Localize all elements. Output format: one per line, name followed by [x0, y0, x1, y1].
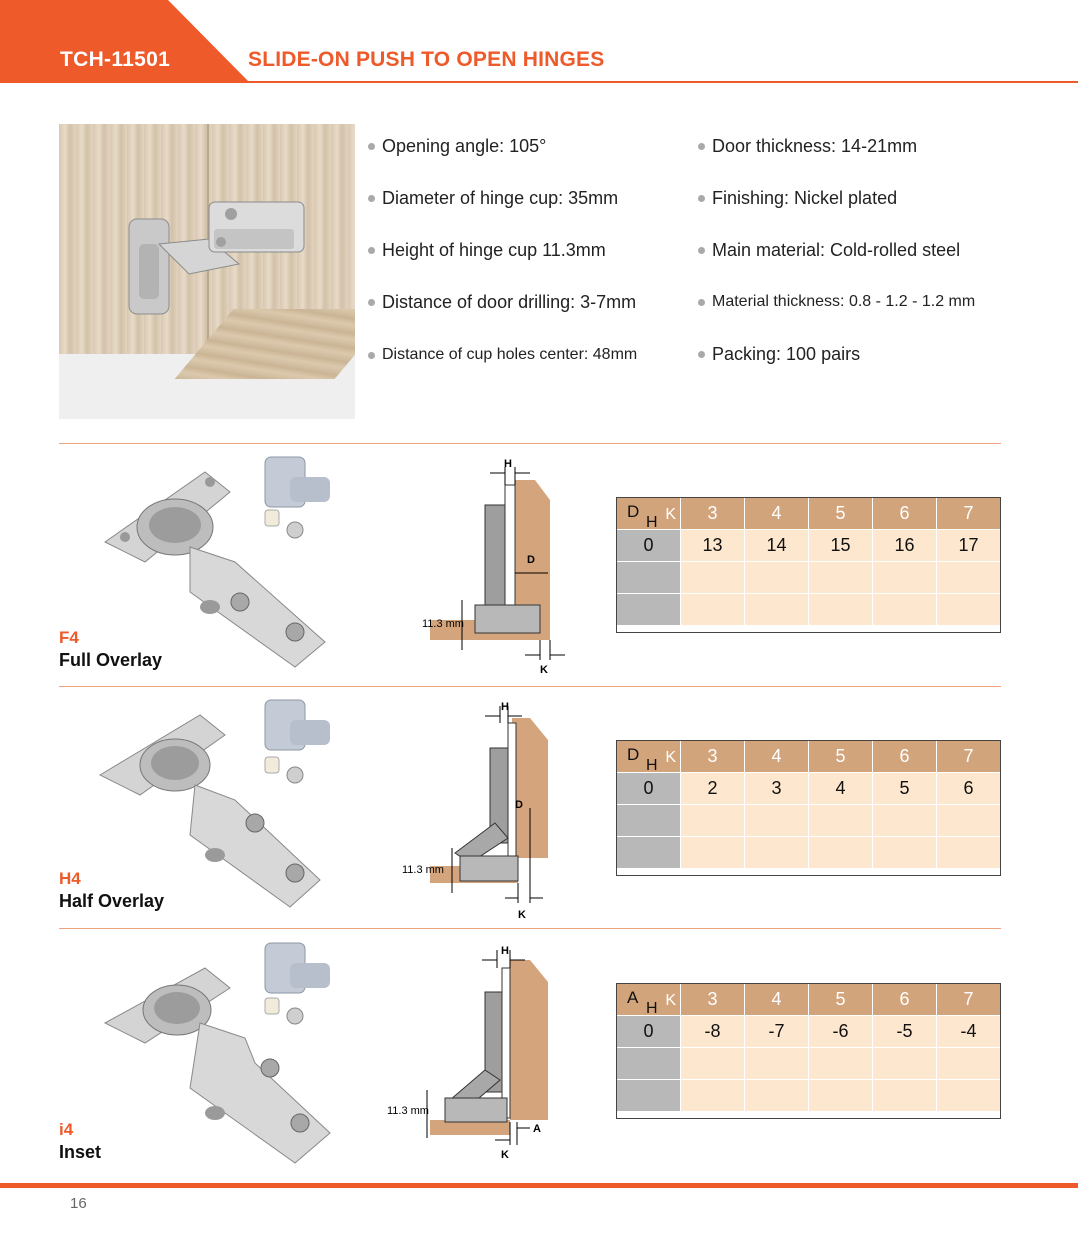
- diagram-h-label: H: [501, 701, 509, 713]
- diagram-cup-label: 11.3 mm: [402, 864, 444, 876]
- section-name: Inset: [59, 1142, 102, 1162]
- product-photo: [59, 124, 355, 419]
- d-value: 16: [873, 530, 937, 562]
- half-overlay-table: D H K 3 4 5 6 7 0 2 3 4 5 6: [616, 740, 1001, 869]
- k-header: 3: [681, 984, 745, 1016]
- spec-cup-height: Height of hinge cup 11.3mm: [368, 240, 606, 261]
- k-header: 5: [809, 741, 873, 773]
- diagram-k-label: K: [518, 909, 526, 921]
- section-divider: [59, 928, 1001, 929]
- diagram-d-label: D: [527, 554, 535, 566]
- k-header: 6: [873, 741, 937, 773]
- k-header: 3: [681, 741, 745, 773]
- diagram-cup-label: 11.3 mm: [422, 618, 464, 630]
- diagram-h-label: H: [504, 458, 512, 470]
- spec-door-thickness: Door thickness: 14-21mm: [698, 136, 917, 157]
- section-divider: [59, 443, 1001, 444]
- table-frame: [616, 497, 1001, 633]
- inset-diagram: [385, 940, 560, 1168]
- h-value: 0: [617, 773, 681, 805]
- d-value: 2: [681, 773, 745, 805]
- h-value: 0: [617, 530, 681, 562]
- full-overlay-table: D H K 3 4 5 6 7 0 13 14 15 16 17: [616, 497, 1001, 626]
- header-rule: [244, 81, 1078, 83]
- spec-packing: Packing: 100 pairs: [698, 344, 860, 365]
- section-code: F4: [59, 628, 79, 647]
- table-frame: [616, 740, 1001, 876]
- spec-material: Main material: Cold-rolled steel: [698, 240, 960, 261]
- half-overlay-hinge-image: [95, 695, 340, 920]
- k-header: 7: [937, 741, 1001, 773]
- d-value: 5: [873, 773, 937, 805]
- spec-material-thickness: Material thickness: 0.8 - 1.2 - 1.2 mm: [698, 293, 975, 311]
- a-value: -4: [937, 1016, 1001, 1048]
- a-value: -5: [873, 1016, 937, 1048]
- inset-table: A H K 3 4 5 6 7 0 -8 -7 -6 -5 -4: [616, 983, 1001, 1112]
- spec-door-drilling: Distance of door drilling: 3-7mm: [368, 292, 636, 313]
- k-header: 6: [873, 984, 937, 1016]
- diagram-k-label: K: [540, 664, 548, 676]
- k-header: 7: [937, 984, 1001, 1016]
- diagram-d-label: D: [515, 799, 523, 811]
- k-header: 4: [745, 498, 809, 530]
- full-overlay-diagram: [410, 455, 570, 680]
- footer-rule: [0, 1183, 1078, 1188]
- a-value: -8: [681, 1016, 745, 1048]
- d-value: 14: [745, 530, 809, 562]
- d-value: 15: [809, 530, 873, 562]
- d-value: 13: [681, 530, 745, 562]
- table-frame: [616, 983, 1001, 1119]
- section-code: i4: [59, 1120, 74, 1139]
- page-title: SLIDE-ON PUSH TO OPEN HINGES: [248, 48, 605, 71]
- diagram-k-label: K: [501, 1149, 509, 1161]
- inset-hinge-image: [95, 938, 340, 1170]
- h-value: 0: [617, 1016, 681, 1048]
- a-value: -6: [809, 1016, 873, 1048]
- full-overlay-hinge-image: [95, 452, 340, 677]
- diagram-h-label: H: [501, 945, 509, 957]
- d-value: 6: [937, 773, 1001, 805]
- d-value: 3: [745, 773, 809, 805]
- half-overlay-diagram: [400, 698, 570, 926]
- k-header: 5: [809, 984, 873, 1016]
- section-name: Full Overlay: [59, 650, 163, 670]
- product-code: TCH-11501: [60, 48, 171, 71]
- page-number: 16: [70, 1195, 87, 1212]
- k-header: 7: [937, 498, 1001, 530]
- k-header: 6: [873, 498, 937, 530]
- spec-cup-diameter: Diameter of hinge cup: 35mm: [368, 188, 618, 209]
- diagram-a-label: A: [533, 1123, 541, 1135]
- k-header: 4: [745, 741, 809, 773]
- section-code: H4: [59, 869, 81, 888]
- a-value: -7: [745, 1016, 809, 1048]
- section-name: Half Overlay: [59, 891, 165, 911]
- section-divider: [59, 686, 1001, 687]
- spec-opening-angle: Opening angle: 105°: [368, 136, 546, 157]
- d-value: 4: [809, 773, 873, 805]
- k-header: 5: [809, 498, 873, 530]
- diagram-cup-label: 11.3 mm: [387, 1105, 429, 1117]
- d-value: 17: [937, 530, 1001, 562]
- k-header: 3: [681, 498, 745, 530]
- k-header: 4: [745, 984, 809, 1016]
- spec-finishing: Finishing: Nickel plated: [698, 188, 897, 209]
- spec-cup-holes: Distance of cup holes center: 48mm: [368, 346, 637, 364]
